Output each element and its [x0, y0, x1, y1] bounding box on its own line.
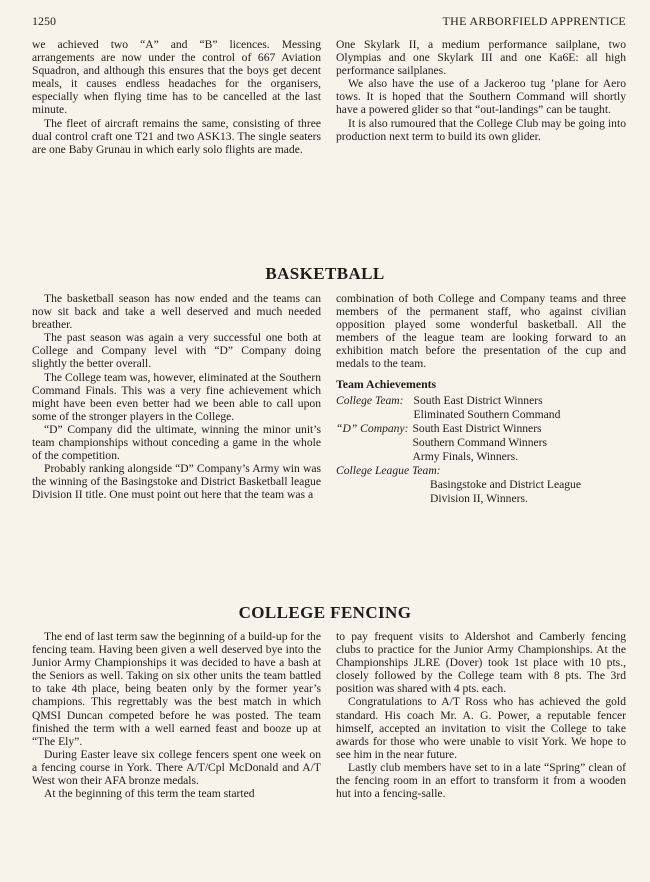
achievement-label: College Team: — [336, 393, 404, 407]
basketball-left-column — [32, 292, 321, 502]
paragraph: One Skylark II, a medium performance sailplane, two Olympias and one Skylark III and one Ka6E: all high performance sailplanes. — [336, 38, 626, 78]
achievement-value: Southern Command Winners — [412, 435, 548, 449]
fencing-heading: COLLEGE FENCING — [238, 603, 412, 622]
paragraph: The fleet of aircraft remains the same, consisting of three dual control craft one T21 and two ASK13. The single seaters are one Baby Grunau in which early solo flights are made. — [32, 116, 321, 156]
paragraph: At the beginning of this term the team started — [44, 787, 255, 801]
running-title: THE ARBORFIELD APPRENTICE — [442, 14, 626, 28]
paragraph: The past season was again a very successful one both at College and Company level with “D” Company doing slightly the better overall. — [32, 331, 321, 371]
basketball-heading: BASKETBALL — [265, 264, 385, 283]
achievement-label: “D” Company: — [336, 421, 409, 435]
achievement-entry — [336, 394, 626, 422]
paragraph: We also have the use of a Jackeroo tug ’plane for Aero tows. It is hoped that the Southern Command will shortly have a powered glider so that “out-landings” can be taught. — [336, 77, 626, 117]
paragraph: “D” Company did the ultimate, winning the minor unit’s team championships without conceding a game in the whole of the competition. — [32, 422, 321, 463]
gliding-right-column — [336, 38, 626, 143]
achievement-value: Division II, Winners. — [430, 491, 528, 505]
fencing-right-column — [336, 630, 626, 800]
paragraph: The basketball season has now ended and the teams can now sit back and take a well deserved and much needed breather. — [32, 292, 321, 332]
basketball-right-column — [336, 292, 626, 506]
achievements-title: Team Achievements — [336, 376, 437, 391]
achievement-label: College League Team: — [336, 463, 441, 477]
fencing-left-column — [32, 630, 321, 800]
achievement-value: South East District Winners — [412, 421, 542, 435]
paragraph: to pay frequent visits to Aldershot and Camberly fencing clubs to practice for the Junior Army Championships. At the Championships JLRE (Dover) took 1st place with 10 pts., closely followed by the College team with 8 pts. The 3rd position was shared with 4 pts. each. — [336, 630, 626, 696]
page-number: 1250 — [32, 14, 56, 28]
paragraph: It is also rumoured that the College Club may be going into production next term to build its own glider. — [336, 116, 626, 143]
paragraph: During Easter leave six college fencers spent one week on a fencing course in York. There A/T/Cpl McDonald and A/T West won their AFA bronze medals. — [32, 747, 321, 788]
paragraph: Congratulations to A/T Ross who has achieved the gold standard. His coach Mr. A. G. Power, a reputable fencer himself, accepted an invitation to visit the College to take awards for those who were unable to visit York. We hope to see him in the near future. — [336, 695, 626, 761]
paragraph: we achieved two “A” and “B” licences. Messing arrangements are now under the control of 667 Aviation Squadron, and although this ensures that the boys get decent meals, it causes endless headaches for the organisers, especially when flying time has to be cancelled at the last minute. — [32, 38, 321, 117]
paragraph: The College team was, however, eliminated at the Southern Command Finals. This was a very fine achievement which might have been even better had we been able to call upon some of the stronger players in the College. — [32, 370, 321, 423]
achievement-value: Army Finals, Winners. — [412, 449, 519, 463]
paragraph: Probably ranking alongside “D” Company’s Army win was the winning of the Basingstoke and District Basketball league Division II title. One must point out here that the team was a — [32, 462, 321, 502]
paragraph: The end of last term saw the beginning of a build-up for the fencing team. Having been given a well deserved bye into the Junior Army Championships it was decided to have a bash at the Seniors as well. Taking on six other units the team battled to take 4th place, being beaten only by the former year’s champions. This regrettably was the best match in which QMSI Duncan competed before he was posted. The team finished the term with a well earned feast and booze up at “The Ely”. — [32, 630, 321, 748]
achievement-entry — [336, 464, 626, 506]
paragraph: combination of both College and Company teams and three members of the permanent staff, who against civilian opposition played some wonderful basketball. All the members of the league team are looking forward to an exhibition match before the presentation of the cup and medals to the team. — [336, 292, 626, 371]
achievement-value: Basingstoke and District League — [430, 477, 582, 491]
achievement-entry — [336, 422, 626, 464]
achievement-value: Eliminated Southern Command — [413, 407, 561, 421]
gliding-left-column — [32, 38, 321, 156]
achievement-value: South East District Winners — [413, 393, 543, 407]
paragraph: Lastly club members have set to in a late “Spring” clean of the fencing room in an effort to transform it from a wooden hut into a fencing-salle. — [336, 760, 626, 801]
page-header — [32, 14, 626, 32]
